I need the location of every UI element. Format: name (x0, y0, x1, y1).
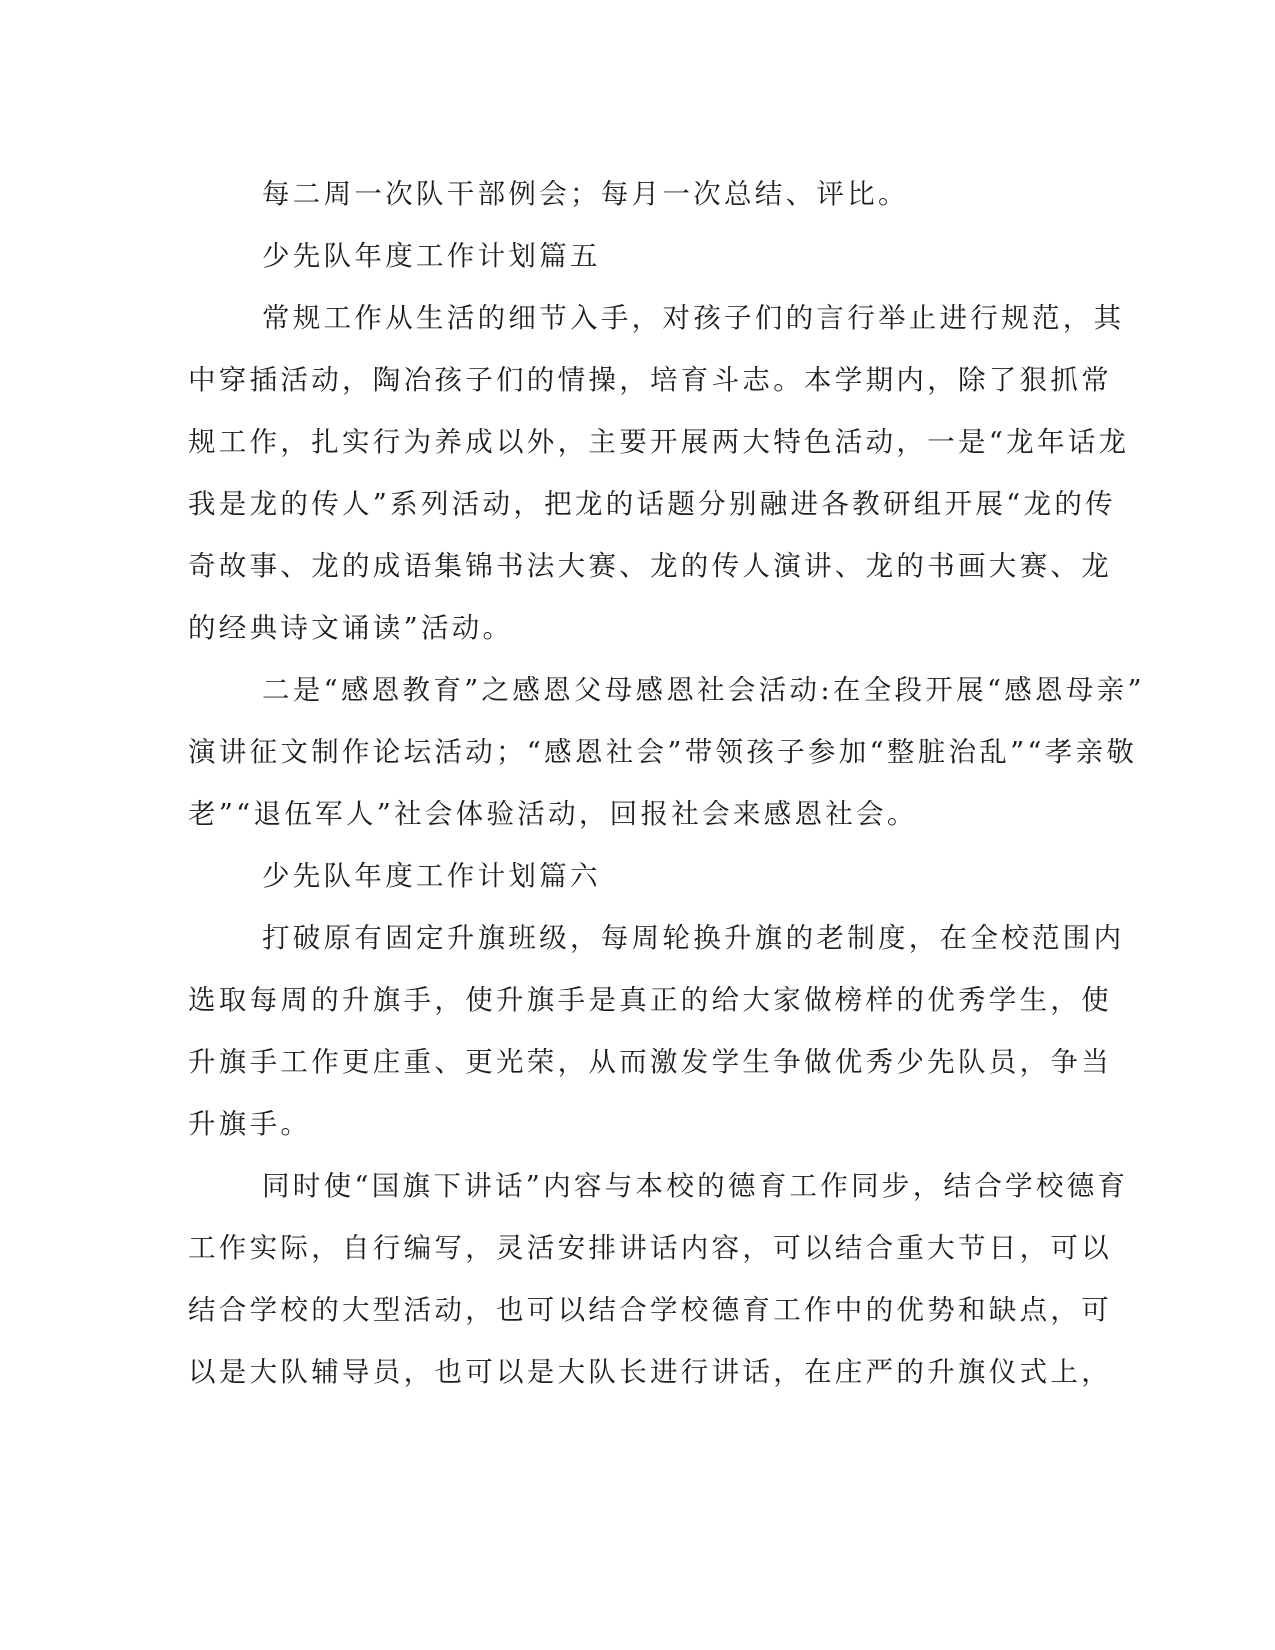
body-line: 老”“退伍军人”社会体验活动，回报社会来感恩社会。 (188, 798, 918, 830)
body-line: 二是“感恩教育”之感恩父母感恩社会活动:在全段开展“感恩母亲” (262, 674, 1145, 706)
body-line: 我是龙的传人”系列活动，把龙的话题分别融进各教研组开展“龙的传 (188, 488, 1116, 520)
body-line: 升旗手。 (188, 1108, 312, 1140)
body-line: 以是大队辅导员，也可以是大队长进行讲话，在庄严的升旗仪式上， (188, 1356, 1112, 1388)
body-line: 演讲征文制作论坛活动；“感恩社会”带领孩子参加“整脏治乱”“孝亲敬 (188, 736, 1138, 768)
body-line: 升旗手工作更庄重、更光荣，从而激发学生争做优秀少先队员，争当 (188, 1046, 1112, 1078)
body-line: 打破原有固定升旗班级，每周轮换升旗的老制度，在全校范围内 (262, 922, 1125, 954)
body-line: 规工作，扎实行为养成以外，主要开展两大特色活动，一是“龙年话龙 (188, 426, 1130, 458)
body-line: 奇故事、龙的成语集锦书法大赛、龙的传人演讲、龙的书画大赛、龙 (188, 550, 1112, 582)
body-line: 工作实际，自行编写，灵活安排讲话内容，可以结合重大节日，可以 (188, 1232, 1112, 1264)
body-line: 每二周一次队干部例会；每月一次总结、评比。 (262, 178, 909, 210)
body-line: 结合学校的大型活动，也可以结合学校德育工作中的优势和缺点，可 (188, 1294, 1112, 1326)
body-line: 常规工作从生活的细节入手，对孩子们的言行举止进行规范，其 (262, 302, 1125, 334)
document-body (188, 163, 1145, 1403)
body-line: 同时使“国旗下讲话”内容与本校的德育工作同步，结合学校德育 (262, 1170, 1129, 1202)
body-line: 选取每周的升旗手，使升旗手是真正的给大家做榜样的优秀学生，使 (188, 984, 1112, 1016)
section-heading-five: 少先队年度工作计划篇五 (262, 240, 601, 272)
body-line: 中穿插活动，陶冶孩子们的情操，培育斗志。本学期内，除了狠抓常 (188, 364, 1112, 396)
body-line: 的经典诗文诵读”活动。 (188, 612, 514, 644)
section-heading-six: 少先队年度工作计划篇六 (262, 860, 601, 892)
